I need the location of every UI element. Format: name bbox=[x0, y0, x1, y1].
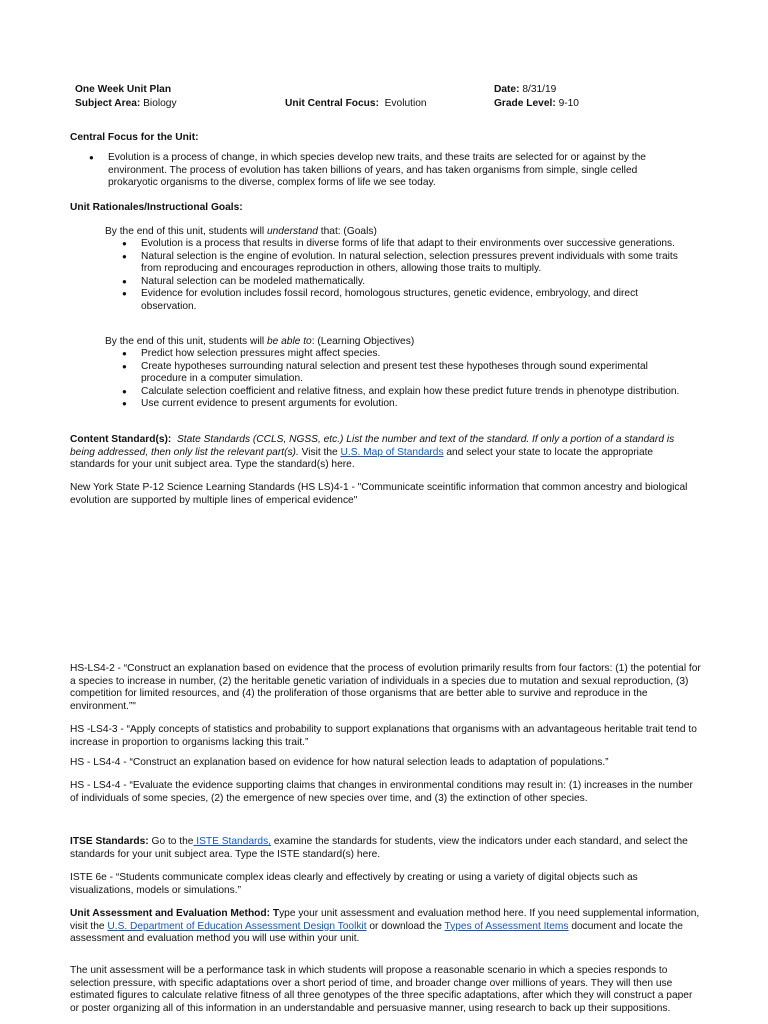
list-item: ● Evolution is a process of change, in which species develop new traits, and these traits are selected for or against by the environment. The process of evolution has taken billions of years, and has taken organisms from simple, single celled prokaryotic organisms to the diverse, complex forms of life we see today. bbox=[89, 152, 684, 190]
us-map-of-standards-link[interactable]: U.S. Map of Standards bbox=[340, 446, 444, 458]
assessment-body: The unit assessment will be a performance task in which students will propose a reasonable scenario in which a species responds to selection pressure, with specific adaptations over a short period of time, and broader change over millions of years. They will then use estimated figures to calculate relative fitness of all three genotypes of the three specific adaptations, after which they will construct a paper or poster organizing all of this information in an understandable and persuasive manner, using research to back up their suppositions. bbox=[70, 965, 693, 1014]
grade-level-field: Grade Level: 9-10 bbox=[494, 98, 579, 109]
list-item: ● Evolution is a process that results in diverse forms of life that adapt to their environments over successive generations. bbox=[122, 238, 687, 251]
list-item: ● Calculate selection coefficient and relative fitness, and explain how these predict future trends in phenotype distribution. bbox=[122, 386, 687, 399]
types-of-assessment-items-link[interactable]: Types of Assessment Items bbox=[444, 920, 569, 932]
assessment-toolkit-link[interactable]: U.S. Department of Education Assessment Design Toolkit bbox=[107, 920, 367, 932]
central-focus-field: Unit Central Focus: Evolution bbox=[285, 98, 427, 109]
list-item: ● Natural selection is the engine of evolution. In natural selection, selection pressures prevent individuals with some traits from reproducing and encourages reproduction in others, allowing those traits to multiply. bbox=[122, 251, 687, 276]
goals-intro: By the end of this unit, students will understand that: (Goals) bbox=[105, 226, 377, 237]
list-item: ● Evidence for evolution includes fossil record, homologous structures, genetic evidence, embryology, and direct observation. bbox=[122, 288, 687, 313]
central-focus-list bbox=[89, 152, 684, 190]
hs-ls4-4-construct-standard: HS - LS4-4 - “Construct an explanation based on evidence for how natural selection leads to adaptation of populations.” bbox=[70, 757, 609, 768]
hs-ls4-2-standard: HS-LS4-2 - “Construct an explanation based on evidence that the process of evolution primarily results from four factors: (1) the potential for a species to increase in number, (2) the heritable genetic variation of individuals in a species due to mutation and sexual reproduction, (3) competition for limited resources, and (4) the proliferation of those organisms that are better able to survive and reproduce in the environment.”" bbox=[70, 663, 701, 712]
date-field: Date: 8/31/19 bbox=[494, 84, 557, 95]
list-item: ● Use current evidence to present arguments for evolution. bbox=[122, 398, 687, 411]
content-standards-paragraph: Content Standard(s): State Standards (CCLS, NGSS, etc.) List the number and text of the standard. If only a portion of a standard is being addressed, then only list the relevant part(s). Visit the U.S. Map of Standards and select your state to locate the appropriate standards for your unit subject area. Type the standard(s) here. bbox=[70, 434, 675, 471]
assessment-paragraph: Unit Assessment and Evaluation Method: Type your unit assessment and evaluation method here. If you need supplemental information, visit the U.S. Department of Education Assessment Design Toolkit or download the Types of Assessment Items document and locate the assessment and evaluation method you will use within your unit. bbox=[70, 908, 700, 945]
list-item: ● Create hypotheses surrounding natural selection and present test these hypotheses through sound experimental procedure in a computer simulation. bbox=[122, 361, 687, 386]
hs-ls4-3-standard: HS -LS4-3 - “Apply concepts of statistics and probability to support explanations that organisms with an advantageous heritable trait tend to increase in proportion to organisms lacking this trait.” bbox=[70, 724, 697, 748]
hs-ls4-4-evaluate-standard: HS - LS4-4 - “Evaluate the evidence supporting claims that changes in environmental conditions may result in: (1) increases in the number of individuals of some species, (2) the emergence of new species over time, and (3) the extinction of other species. bbox=[70, 780, 693, 804]
header-row-2 bbox=[75, 98, 715, 111]
header-row-1 bbox=[75, 84, 715, 97]
goals-list bbox=[122, 238, 687, 314]
iste-standards-link[interactable]: ISTE Standards, bbox=[193, 836, 272, 847]
iste-6e-standard: ISTE 6e - “Students communicate complex ideas clearly and effectively by creating or using a variety of digital objects such as visualizations, models or simulations.” bbox=[70, 872, 638, 896]
iste-standards-paragraph: ITSE Standards: Go to the ISTE Standards, examine the standards for students, view the indicators under each standard, and select the standards for your unit subject area. Type the ISTE standard(s) here. bbox=[70, 836, 688, 860]
list-item: ● Predict how selection pressures might affect species. bbox=[122, 348, 687, 361]
objectives-list bbox=[122, 348, 687, 411]
objectives-intro: By the end of this unit, students will be able to: (Learning Objectives) bbox=[105, 336, 415, 347]
rationales-heading: Unit Rationales/Instructional Goals: bbox=[70, 202, 243, 213]
ny-standard: New York State P-12 Science Learning Standards (HS LS)4-1 - "Communicate sceintific information that common ancestry and biological evolution are supported by multiple lines of emperical evidence" bbox=[70, 482, 688, 506]
list-item: ● Natural selection can be modeled mathematically. bbox=[122, 276, 687, 289]
central-focus-heading: Central Focus for the Unit: bbox=[70, 132, 199, 143]
subject-area-field: Subject Area: Biology bbox=[75, 98, 177, 109]
unit-plan-title: One Week Unit Plan bbox=[75, 84, 172, 95]
